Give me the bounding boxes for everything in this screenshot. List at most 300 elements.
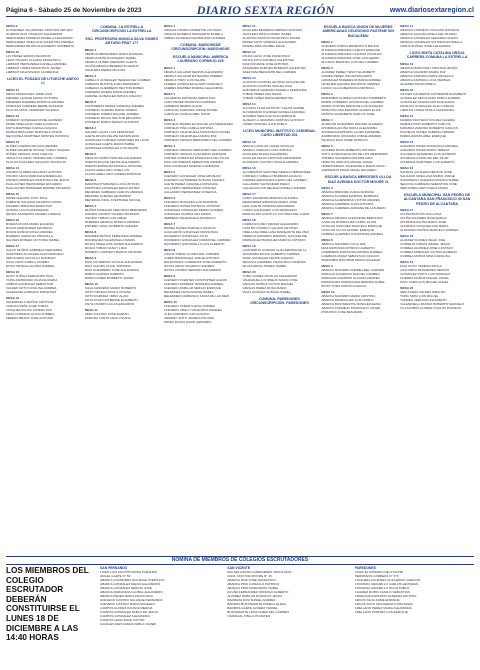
colegio-member: ARCOS SILVA JAIME ENRIQUE (354, 598, 400, 603)
vocal-name: CORREA QUEZADA CONSTANZA ANDREA (321, 232, 384, 237)
vocal-name: IBARRA NUÑEZ MARCELA IGNACIA (163, 225, 216, 230)
vocal-name: HUERTA ESPINOZA MONICA JOHANNA (84, 163, 143, 168)
vocal-name: ABARCA VARGAS LUISA ISIDORA (242, 147, 292, 152)
vocal-name: ACEVEDO PAVEZ FRANCISCA ANDREA (400, 143, 458, 148)
vocal-name: ABARCA HERNANDEZ MARIA EUGENIA (84, 51, 143, 56)
vocal-name: ALVAREZ DEDULOZ JUAN ENRIQUE (242, 114, 296, 118)
vocal-name: MUÑOZ NAVARRETE CARLOS JOSE (321, 112, 375, 117)
vocal-name: AGUILERA MATUS MARIA ISABEL (242, 32, 292, 36)
location-title: ESCUELA BASICA MERCEDES ULLOA DIAZ AVENIDA DOCTOR MOORE 11 (325, 175, 392, 184)
mesa-heading: MESA 11 (6, 87, 19, 92)
colegio-member: ESCUELA BÁSICA MERCEDES URZÚA DÍAZ (227, 570, 292, 575)
vocal-name: ROJAS TOBAR NANCY LIDIA (84, 245, 127, 250)
vocales-column (6, 22, 80, 554)
vocal-name: REYES SAAVEDRA JAVIERA LORENA (6, 211, 61, 216)
vocal-name: MORALES CARRERA MERIE SOLEDAD (6, 103, 64, 108)
vocal-name: CARVAJAL ZUÑIGA ABEL DAVID (163, 111, 211, 116)
vocal-name: OSORIO FLORES MILLARAY ANTONIA (6, 169, 62, 174)
footer-column (355, 566, 474, 666)
footer-column-title: SAN FERNANDO (100, 566, 128, 570)
vocal-name: GONZALEZ PINTO LUIS RODRIGO (400, 272, 451, 277)
vocal-name: AHUMADA ACUÑA MARIA JOSE (400, 220, 447, 225)
vocal-name: CORNEJO VARGAS GUILLERMO ENRIQUE (163, 151, 227, 156)
vocal-name: PEREZ SOTO VANESSA ALEJANDRA (242, 40, 297, 44)
vocal-name: AGUILAR SALAZ CRISTIAN ALEJANDRO (242, 155, 302, 160)
mesa-heading: MESA 4 (163, 143, 176, 148)
vocal-name: URRESTARAZU VALENZUELA MARIA MAULI (321, 164, 386, 169)
vocal-name: ACEVEDO TOBAR CAROL ANDREA (163, 303, 216, 308)
vocal-name: LOPEZ MANRIQUEZ JORGE ANTONIO (163, 255, 220, 260)
colegio-member: CAMPOS GONZALEZ ALEJANDRA (100, 614, 150, 619)
vocal-name: OSORIO MORALES FRANCISCA DE JESUS (6, 177, 69, 182)
vocal-name: MALDONADO CARDENAS JOSE ROBERTO (163, 259, 227, 264)
vocal-name: MENDOZA VIDAL STEPHANIE NICOLE (84, 197, 141, 202)
vocal-name: VALDIVIA DIAZ JAIME PATRICIO (321, 138, 368, 143)
vocal-name: ABARCA SALAZAR DENNIS ALEJANDRO (163, 69, 223, 74)
mesa-heading: MESA 16 (242, 165, 256, 170)
vocal-name: CARO SAAVEDRA MARISOL EUGENIA (242, 195, 299, 200)
vocal-name: PINEDA PAVLOS ABEL EDGE (242, 44, 285, 48)
vocal-name: MARAMBIO GUZMAN CRISTIAN HUMBERTO (321, 96, 387, 101)
vocal-name: ALCAINO MIRANDA LUIS DEL CARMEN (321, 60, 379, 65)
vocal-name: ABARCA ABARCA ALEJANDRA BERONICA (321, 216, 383, 221)
location-title: ESCUELA MUNICIPAL AMERICA LAUREANO CORNEJO 225 (172, 54, 229, 64)
vocal-name: ACEBES RAMIREZ ROMINA ALEJANDRA (163, 85, 223, 90)
vocal-name: CONTRERAS PEREZ VANESSA ANDREA (84, 103, 145, 108)
vocal-name: OSORIO TOBAR LUIS OMAR (84, 215, 127, 220)
colegio-member: ACUÑA FERNANDEZ RODRIGO ALBERTO (227, 590, 289, 595)
vocal-name: AHUMADA ACUÑA NURIA ALEJANDRA (321, 126, 378, 131)
newspaper-masthead: DIARIO SEXTA REGIÓN (196, 2, 335, 17)
vocal-name: VIDAL QUIJADA SUSANA ISABEL (242, 289, 291, 294)
vocal-name: PAILLACHEO MOMAREZ ROMINA SOLEDAD (6, 185, 71, 190)
vocal-name: GALLARDO MONARDES RENATO (400, 268, 450, 273)
vocal-name: CABEZAS GUERRERO HECTOR RUBEN (84, 85, 144, 90)
vocal-name: ACEVEDO MORALES LUIS ENRIQUE (163, 199, 218, 204)
mesa-heading: MESA 6 (321, 186, 333, 191)
vocal-name: URRUTIA URRUTIA MIGUEL ANGEL (321, 160, 374, 165)
location-title: ESCUELA BASICA UNION DE MUJERES AMERICANAS CELEDONIO PASTENE S/N BUCALEMU (322, 25, 394, 38)
vocal-name: LORCA ULLOA BERONICA PATRICIA (321, 86, 375, 91)
vocal-name: SAMANIEGO QUEZADA MONICA ISABEL (400, 177, 460, 182)
vocal-name: CARRIEL GONZALEZ MATIAS IGNACIO (84, 93, 142, 98)
vocal-name: VASQUEZ ROJAS JAVIERA PAZ (6, 307, 52, 312)
vocal-name: SOTO ORTEGA GLORIA ANDREA (6, 263, 55, 268)
vocal-name: ALCAINO LEIVA ANTHONY ALEXIS ANDRE (242, 106, 305, 110)
vocal-name: CORNEJO FARIAS ISMAEL JESUS (400, 242, 451, 247)
vocal-name: CATALAN ULLOA LEONEL ENRIQUE (321, 228, 374, 233)
vocal-name: TORRES SAAVEDRA MAXIMILIANO (321, 156, 373, 161)
vocal-name: MENESES CABRERA CARLOS ANDRES (84, 189, 143, 194)
vocal-name: IGUALADOR GONZALEZ FRANCISCA (163, 229, 219, 234)
vocal-name: TAPIA OSORIO LUCAS EDUARDO (84, 301, 135, 306)
vocal-name: LIENLAO LOPEZ PAOLA ALEJANDRA (400, 107, 454, 112)
vocal-name: VALDES SOTO CATALINA ANDREA (6, 285, 57, 290)
vocal-name: GUERRA MUÑOZ MIGUEL ANGEL (400, 276, 450, 281)
vocal-name: SALDIAS AGUILERA NELSON JOSE (400, 169, 452, 174)
vocal-name: GAETE ROJAS FELIPE MAXIMILIANO (84, 133, 140, 138)
vocal-name: ALARCON QUINTEL MIGUEL IVAN (242, 84, 293, 88)
vocal-name: PINO CABALLOS MIGUEL ANGEL (400, 280, 449, 285)
vocal-name: ACEVEDO UBILLO VALENTINA ANDREA (163, 307, 222, 312)
vocal-name: LORCA GALDAMES LUIS FERNANDO (242, 207, 297, 212)
vocal-name: SAAVEDRA ZAMORA BARBARA VALENTINA (242, 66, 307, 70)
vocal-name: RUBIO NUÑEZ ROBERTO JAVIER (84, 275, 134, 280)
vocal-name: HERRERA VALENZUELA MAURICIO (163, 215, 216, 220)
vocal-name: GONZALEZ CORNEJO MARTINEZ DE LOUR (84, 137, 149, 142)
mesa-heading: MESA 4 (84, 125, 97, 130)
vocal-name: VALENZUELA MUÑOZ CRISTIAN (6, 299, 54, 304)
mesa-heading: MESA 2 (163, 91, 176, 96)
vocal-name: VARGAS MUÑOZ VICTOR MANUEL (242, 281, 294, 286)
vocal-name: RIVERA ROJAS MARIA EUGENIA (6, 221, 54, 226)
vocal-name: DIAZ SOTO YESENIA PAOLA (400, 264, 442, 269)
vocal-name: OLEA CORNEJO LUIS IGNACIO (163, 311, 210, 316)
vocal-name: CORNEJO RUBIO SERGIO ALFONSO (84, 119, 139, 124)
mesa-heading: MESA 18 (6, 269, 20, 274)
vocal-name: ACEVEDO GUTIERREZ SUSANA TAMARA (163, 177, 225, 182)
vocal-name: PARRAGUEZ PARRAGUEZ BRENDA ALIBEL (321, 280, 385, 285)
vocal-name: PIÑA PINO JOSE BENJAMIN (321, 310, 363, 315)
vocal-name: ACUÑA BASTIAS ANA LUISA (400, 212, 442, 217)
vocal-name: SANZ GONZALEZ FELIPE IGNACIO (242, 255, 294, 260)
colegio-member: ABARCA DIAZ JOSE FRANCISCO (227, 578, 276, 583)
colegio-member: ALVAREZ RUBILAR RODOLFO JESUS (227, 594, 283, 599)
colegio-member: BARRAZA RUIZ DANIEL ANDRES (227, 598, 276, 603)
vocal-name: ABARCA NAVARRO MARIA CRISTINA (321, 294, 376, 299)
vocal-name: VERA CASTRO JOSE DAMIAN (84, 311, 129, 316)
mesa-heading: MESA 15 (6, 191, 20, 196)
mesa-heading: MESA 14 (6, 165, 20, 170)
vocales-columns (6, 22, 474, 554)
vocal-name: ALVARADO CASTRO NICOLE ANDREA (242, 159, 299, 164)
vocal-name: ZAMORA CANTILLANA VIVIANA (84, 315, 131, 320)
mesa-heading: MESA 8 (163, 247, 176, 252)
vocal-name: ABARCA PARRAGUEZ JUAN PABLO (321, 298, 374, 303)
vocal-name: MATUS ARIAS MAURICIO ANDRES (163, 263, 215, 268)
colegio-member: ÁNGEL GAETE N° 59 (100, 574, 131, 579)
vocal-name: ACEVEDO GONZALEZ JOSE ARNALDO (163, 173, 221, 178)
vocal-name: QUIROZ LAGOS ANNAMARIA (6, 207, 49, 212)
vocal-name: OSORIO LEIVA MARIANA ESMERALDA (6, 173, 63, 178)
mesa-heading: MESA 14 (400, 113, 414, 118)
vocal-name: ROJAS LEIVA JOSE FRANCISCO (242, 54, 291, 58)
vocal-name: ACEVEDO RUBILAR SERGIO ENRIQUE (163, 285, 221, 290)
vocal-name: MORE ORELLANA CAMILA IGNACIA (6, 121, 59, 126)
vocal-name: CATALAN SANCHEZ MARCELO ENRIQUE (321, 224, 382, 229)
colegio-member: LICEO LUIS AGUSTÍN ROSA 8 ABANDA (100, 570, 157, 575)
mesa-heading: MESA 19 (400, 260, 414, 265)
vocal-name: GONZALEZ PAREDES ROMANA ANDREA (321, 78, 382, 83)
mesa-heading: MESA 20 (242, 269, 256, 274)
vocal-name: MENA RODRIGUEZ JAIME IVAN (6, 91, 53, 96)
mesa-heading: MESA 9 (163, 273, 176, 278)
mesa-heading: MESA 7 (163, 221, 176, 226)
vocales-column (242, 22, 316, 554)
mesa-heading: MESA 5 (163, 169, 176, 174)
vocal-name: ABARCA ALVAREZ MARISOL BARBARA (321, 194, 379, 199)
colegio-member: CAMPOS LEON ARCE VICTOR (100, 618, 145, 623)
vocal-name: SOTO ZUÑIGA FERNANDO PAUL (6, 273, 55, 278)
vocal-name: VALENZUELA CORNEJO MARIA JOSE (242, 277, 298, 282)
vocal-name: PARRA ROJAS DAVID GERARDO (163, 319, 212, 324)
vocal-name: AGUILERA PEREZ PAULINA (84, 67, 126, 72)
vocal-name: CORNEJO GUERRA MARIA JOSEFA (84, 107, 138, 112)
vocal-name: PACHECO NUÑEZ SABRINA ANDREA (400, 129, 455, 134)
vocal-name: GONZALEZ VALDES MATILDE ELENA (400, 99, 455, 104)
vocal-name: GALLARDO HERNANDEZ JOSEFINA (163, 189, 217, 194)
vocal-name: ABARCA ZAMORA LUCIA HERNAN (400, 77, 451, 82)
vocal-name: MORALES NAVARRO CLAUDIA ANDREA (321, 276, 380, 281)
colegio-member: ABARCA CHAMORRA SOLANGE STEPHANY (100, 578, 165, 583)
vocal-name: PAVEZ ALEGRIA TONY PAUL (6, 195, 48, 200)
vocal-name: PAILLACHEO HERNANDEZ EDUARDO (6, 181, 62, 186)
vocal-name: NUÑEZ GUERRA PAULINA ANDREA (6, 143, 58, 148)
mesa-heading: MESA 19 (242, 243, 256, 248)
vocal-name: LIEBSCH MALDONADO FLORENCIA (6, 70, 59, 74)
vocal-name: VALENZUELA ABARCA MARIA PAZ (6, 289, 57, 294)
colegio-member: ALVAREZ RUBIO CAMILO SEBASTIAN (354, 590, 410, 595)
vocal-name: GALLARDO HERNANDEZ CATALINA (163, 185, 217, 190)
vocal-name: PARRA ZAPATA ABEL ENRIQUE (400, 133, 446, 138)
location-title: ESCUELA MUNICIPAL SAN PEDRO DE ALCANTARA SAN FRANCISCO 40 SAN PEDRO DE ALCANTARA (403, 192, 471, 206)
vocal-name: HERNANDEZ REYES ALEJANDRO HUMBERTO (6, 44, 75, 48)
vocal-name: HERNANDEZ ORELLANA VALENTINA ANDREA (6, 40, 74, 44)
vocal-name: CARRERA RIVERA MARIA ANDREA (84, 89, 137, 94)
vocal-name: SILVA CARREÑO MARIO ROBERTO (84, 285, 137, 290)
mesa-heading: MESA 13 (242, 76, 256, 80)
vocal-name: MOYA MARTINEZ CAMILA IGNACIA (6, 125, 58, 130)
vocal-name: SANHUEZA AGUILERA ALAN MARCELO (6, 251, 64, 256)
mesa-heading: MESA 16 (400, 165, 414, 170)
vocal-name: CORNEJO PIÑA CAMILA ANTONIA (163, 125, 214, 130)
vocal-name: CANO PEREZ FRANCISCA ANDREA (163, 99, 216, 104)
vocal-name: OLGUIN AGUILERA SILVANNY MAURICIO (6, 159, 66, 164)
vocal-name: TOBAR PEREZ ANA MARIA (242, 92, 282, 96)
vocal-name: GONZALEZ GONZALEZ LUIS FELIPE (84, 145, 139, 150)
mesa-heading: MESA 16 (6, 217, 20, 222)
vocal-name: LIEBSCH HERNANDEZ DANIELA ANDREA (6, 62, 67, 66)
vocal-name: NUÑEZ VARGAS JUAN CARLOS (6, 151, 53, 156)
vocal-name: ALVARADO MUÑOZ MARCELO ANDRES (400, 228, 459, 233)
vocal-name: SEGOVIA CARRERA FRANCISCA VANESSA (242, 259, 306, 264)
vocal-name: CORNEJO IBARRA ELIANA DE LAS MERCEDES (163, 121, 233, 126)
vocal-name: ALARCON QUINTEL ELOTRA JACQUELINE (242, 80, 305, 84)
vocales-column (85, 22, 159, 554)
vocal-name: CORNEJO VARGAS BERNARDO DEL CARMEN (163, 137, 232, 142)
vocal-name: ABARCA NAVARRO MARIA PAZ (400, 69, 446, 74)
vocal-name: ABARCA CORNEJO OSVALDO PATRICIO (400, 28, 460, 32)
vocal-name: QUINTEROS GUZMAN GUILLERMINA DE LA (242, 247, 307, 252)
vocal-name: GUTIERREZ VILLARROEL CRISTIAN ARTURO (6, 28, 73, 32)
page-date: Página 6 - Sábado 25 de Noviembre de 2023 (6, 6, 142, 14)
vocal-name: AHUMADA MIRANDA JOSE GUILLERMO (321, 56, 380, 61)
footer-column-title: PAREDONES (354, 566, 376, 570)
vocal-name: IZQUIERDO QUINTANILLA LUIS ALBERTO (163, 241, 225, 246)
mesa-heading: MESA 9 (84, 255, 97, 260)
vocal-name: MARCHANT MIRANDA LUIS ANTONIO (84, 181, 140, 186)
colegio-member: ACEVEDO CASTRO SOLANGE FERNANDA (100, 598, 163, 603)
vocal-name: VALENZUELA MUÑOZ ROBERTO MARCELO (400, 302, 465, 307)
vocal-name: ABARCA BUSTAMANTE SONIA EUGENIA (321, 302, 381, 307)
vocal-name: IZQUIERDO GONZALEZ JULIO (163, 233, 209, 238)
vocal-name: MARIN CORDERO GIOVANA DEL CARMEN (321, 100, 384, 105)
vocal-name: HUERTA DUQUE FELIPE ALEJANDRO (84, 159, 140, 164)
vocal-name: MARTINEZ GONZALEZ ERICA ESTER (84, 185, 140, 190)
vocal-name: DIAZ GONZALEZ MARCELO ENRIQUE (163, 163, 220, 168)
vocal-name: HIDALGO GONZALEZ JUAN CARLOS (400, 103, 455, 108)
mesa-heading: MESA 9 (6, 24, 18, 28)
footer-column (100, 566, 219, 666)
vocal-name: GALVEZ CALDERON KATHERINE ELIZABETH (400, 91, 467, 96)
vocal-name: ABARCA ZAMORA DORIS ANGELICA (400, 73, 454, 78)
mesa-heading: MESA 15 (400, 139, 414, 144)
mesa-heading: MESA 2 (321, 66, 333, 71)
vocal-name: RUBIO GUZMAN ALBERTO (84, 271, 124, 276)
mesa-heading: MESA 18 (242, 217, 256, 222)
vocal-name: MENDEZ LEASCE MARIA VICTORIA (6, 95, 59, 100)
vocal-name: GALLEGUILLOS ZELADA DANIELA ANDREA (242, 185, 307, 190)
mesa-heading: MESA 4 (321, 118, 333, 123)
vocal-name: ACEBES GONZALEZ ALVARO MARCELO (163, 81, 223, 86)
vocal-name: GUERRAS PAVEZ SEBASTIAN IGNACIO (321, 254, 380, 259)
vocal-name: ZEPEDA BRAVO JOSE ANTONIO (6, 315, 54, 320)
mesa-heading: MESA 20 (400, 286, 414, 291)
vocal-name: MATUS OSORIO SERAFIN ALEJANDRO (163, 267, 222, 272)
vocal-name: DIAZ ESPINOZA PATRICIO ALBERTO (321, 246, 375, 251)
vocales-column (321, 22, 395, 554)
vocal-name: ORMEÑO SOTO JAVIERA PALOMA (163, 315, 215, 320)
mesa-heading: MESA 17 (6, 243, 20, 248)
colegio-member: HERMANOS CARRERA N° 370 (354, 574, 399, 579)
vocal-name: LEIVA TOLEDO CLAUDIA FRANCISCA (6, 58, 61, 62)
nomina-title: NÓMINA DE MIEMBROS DE COLEGIOS ESCRUTADORES (6, 556, 474, 565)
vocal-name: MORENO GONZALEZ ROSE ALFREDO (6, 117, 63, 122)
vocal-name: GALLARDO SANTANDER DIEGO (242, 181, 290, 186)
vocal-name: AHUMADA VASQUEZ ANA MARIA (400, 224, 449, 229)
page-header (6, 4, 474, 17)
location-title: LICEO MIXTA CATALINA URZUA CARRERA COMUNA LA ESTRELLA (406, 51, 468, 60)
vocal-name: MIRANDA ZAMORA ROBERTO CARLOS (400, 125, 458, 130)
vocal-name: AHUMADA MARTINEZ LUIS ALBERTO (400, 159, 455, 164)
vocal-name: PIZARRO MIRANDA MARIA PAZ (6, 203, 52, 208)
vocal-name: CARRERO IBARRA ALICIA (163, 103, 202, 108)
mesa-heading: MESA 15 (242, 139, 256, 144)
colegio-member: BARROS GAETE JAVIERA YESSEL (227, 606, 278, 611)
vocal-name: MARAMBIO ESCOBAR MARIA SOLEDAD (321, 258, 381, 263)
vocal-name: ACEVEDO RAMIREZ YESSENIA ANDREA (163, 281, 224, 286)
vocal-name: ORREGO NAVARRO MARISOL JACQUELINE (242, 233, 307, 238)
colegio-member: AGUILERA AGUILERA GUILLERMO GREGOR (354, 578, 420, 583)
vocal-name: AGUILERA PALMA ALEJANDRA (242, 151, 288, 156)
vocal-name: PINTO TORO MATIAS IGNACIO (321, 284, 367, 289)
vocal-name: TORO GOMEZ NICOLAS ALEJANDRO (242, 273, 298, 278)
colegio-member: ABARCA PEREZ MARIA FRANCISCA (100, 594, 153, 599)
mesa-heading: MESA 13 (6, 139, 20, 144)
vocal-name: HIDALGO RUBIO ISIDORA ALEJANDRA (84, 155, 142, 160)
vocal-name: CORNEJO ROJAS HECTOR EDUARDO (84, 115, 142, 120)
vocal-name: YAÑEZ VIDAURA JUAN PABLO (242, 122, 287, 126)
vocal-name: LIZANA TOBAR GLORIA DEL CARMEN (163, 251, 220, 256)
vocal-name: MIRANDA GUERRA LEONARDO (84, 193, 132, 198)
vocal-name: PARRAGUEZ BORQUEZ MARCIO ANTONIO (242, 237, 306, 242)
vocal-name: ALVAREZ FLORES ISAAC JOEL (400, 238, 446, 243)
vocal-name: ABARCA CARRERA ADRIANA DE LAS MERC (321, 206, 386, 211)
colegio-member: ABARCA GONZALEZ SERGIO JOSE (100, 586, 152, 591)
mesa-heading: MESA 10 (163, 299, 177, 304)
footer-column-title: SAN VICENTE (227, 566, 251, 570)
mesa-heading: MESA 6 (163, 195, 176, 200)
website-link[interactable]: www.diariosextaregion.cl (389, 6, 474, 14)
vocal-name: ALVAREZ RIVAS ROBERTO ANTONIO (321, 148, 376, 153)
vocal-name: MARIN CORTES MARIA DE LOS ANGELES (321, 104, 383, 109)
vocal-name: VARGAS PEÑA JOSE TOMAS (6, 303, 49, 308)
location-title: COMUNA: LA ESTRELLA CIRCUNSCRIPCIÓN LA ESTRELLA (91, 25, 152, 34)
vocal-name: NECOCHEA MARTINEZ KRISTEN PATRICIA (6, 133, 69, 138)
vocal-name: PIZARRO VIDAL ROBERTO ANDRES (84, 223, 138, 228)
vocal-name: GAETE PEREZ GRACIELA ROSAURA (163, 181, 218, 186)
vocal-name: SOTO ORTEGA PAOLA VIVIANA (84, 289, 132, 294)
vocal-name: CALDERON ESPINOZA SEBASTIAN (163, 95, 216, 100)
mesa-heading: MESA 2 (84, 73, 97, 78)
mesa-heading: MESA 8 (321, 238, 333, 243)
vocal-name: SEPULVEDA CASTILLO RODRIGO (6, 255, 56, 260)
vocal-name: MUÑOZ BRACAMO MURCIELA OTADO (6, 129, 63, 134)
mesa-heading: MESA 11 (242, 24, 256, 28)
mesa-heading: MESA 11 (400, 24, 414, 28)
vocal-name: VARGAS OSORIO MARIETTE VICTORIA (163, 28, 222, 32)
vocal-name: ROJAS ORELLANA JAVIER ALEJANDRO (84, 241, 144, 246)
vocal-name: LEAL GAETE VANESSA MAKARENA (242, 203, 295, 208)
mesa-heading: MESA 12 (400, 61, 414, 66)
vocal-name: ACUÑA ABARCA BENEDICTO EMILIO (84, 63, 139, 68)
vocal-name: SAEZ DIAZ BENJAMIN DEL CARMEN (242, 70, 297, 74)
vocal-name: ABARCA CARRERA JUAN ANTONIO (321, 202, 374, 207)
colegio-member: AHUMADA JARAMILLO CARLOS LEONIDAS (354, 582, 419, 587)
mesa-heading: MESA 3 (321, 92, 333, 97)
vocal-name: CABEZAS BUSTOS JUAN FERNANDO (84, 81, 140, 86)
mesa-heading: MESA 11 (84, 307, 98, 312)
vocal-name: TORRES VERGARA ELIZABETH (400, 298, 447, 303)
vocal-name: SOTO RUIZ KATHERINE ELIZABETH (84, 297, 138, 302)
vocal-name: ALBORNOZ FERRADA DANIELA FERNANDA (242, 88, 307, 92)
vocal-name: CASTRO OSORIO CLAUDIO ANTONIO (242, 225, 298, 230)
vocal-name: CORREA MORALES VICTOR ALFREDO (400, 250, 457, 255)
vocal-name: AHUMADA ESPINOZA LAURA KATERINE (321, 130, 381, 135)
colegio-member: ABARCA MARIANDIA GLOBAL ALEJANDRO (100, 590, 163, 595)
mesa-heading: MESA 5 (321, 144, 333, 149)
colegio-member: CAMPOS FLORES DAYANA MEDINA (100, 606, 153, 611)
mesa-heading: MESA 17 (242, 191, 256, 196)
vocal-name: CORNEJO VALENZUELA MARIA PAZ (163, 133, 217, 138)
vocal-name: SALVO MUÑOZ GABRIELA FERNANDA (6, 247, 63, 252)
mesa-heading: MESA 12 (6, 113, 20, 118)
vocal-name: ABARCA SALAZAR ESTEFANIA ANDREA (163, 73, 223, 78)
vocal-name: ALARCON MARAMBIO MANUEL ALFREDO (321, 122, 383, 127)
vocal-name: ALTAMIRANO FAUNDEZ DANIELA ANDREA (242, 110, 305, 114)
mesa-heading: MESA 5 (84, 151, 97, 156)
colegio-member: ABARCA GONZALEZ DIEGO ALEJANDRO (100, 582, 161, 587)
vocal-name: HERNANDEZ MORENO DANIELA ALEJANDRA (6, 36, 73, 40)
vocal-name: AGUILERA SAAVEDRA LUIS ALFREDO (400, 151, 456, 156)
vocal-name: ROMERO CORNEJO MARCO ANTONIO (84, 249, 142, 254)
vocal-name: CABELLO GONZALEZ TERESA DEL CARMEN (84, 77, 151, 82)
vocal-name: LAY PEREZ EDSON MAURICIO (6, 54, 51, 58)
vocal-name: SAAVEDRA ROJAS ALIBERTO ANDRES (242, 251, 300, 256)
vocal-name: CATALAN RODRIGUEZ CAROL LILIAN (321, 220, 377, 225)
colegio-member: AVDA. DOCTOR MOORE N° 15 (227, 574, 272, 579)
mesa-heading: MESA 19 (6, 295, 20, 300)
